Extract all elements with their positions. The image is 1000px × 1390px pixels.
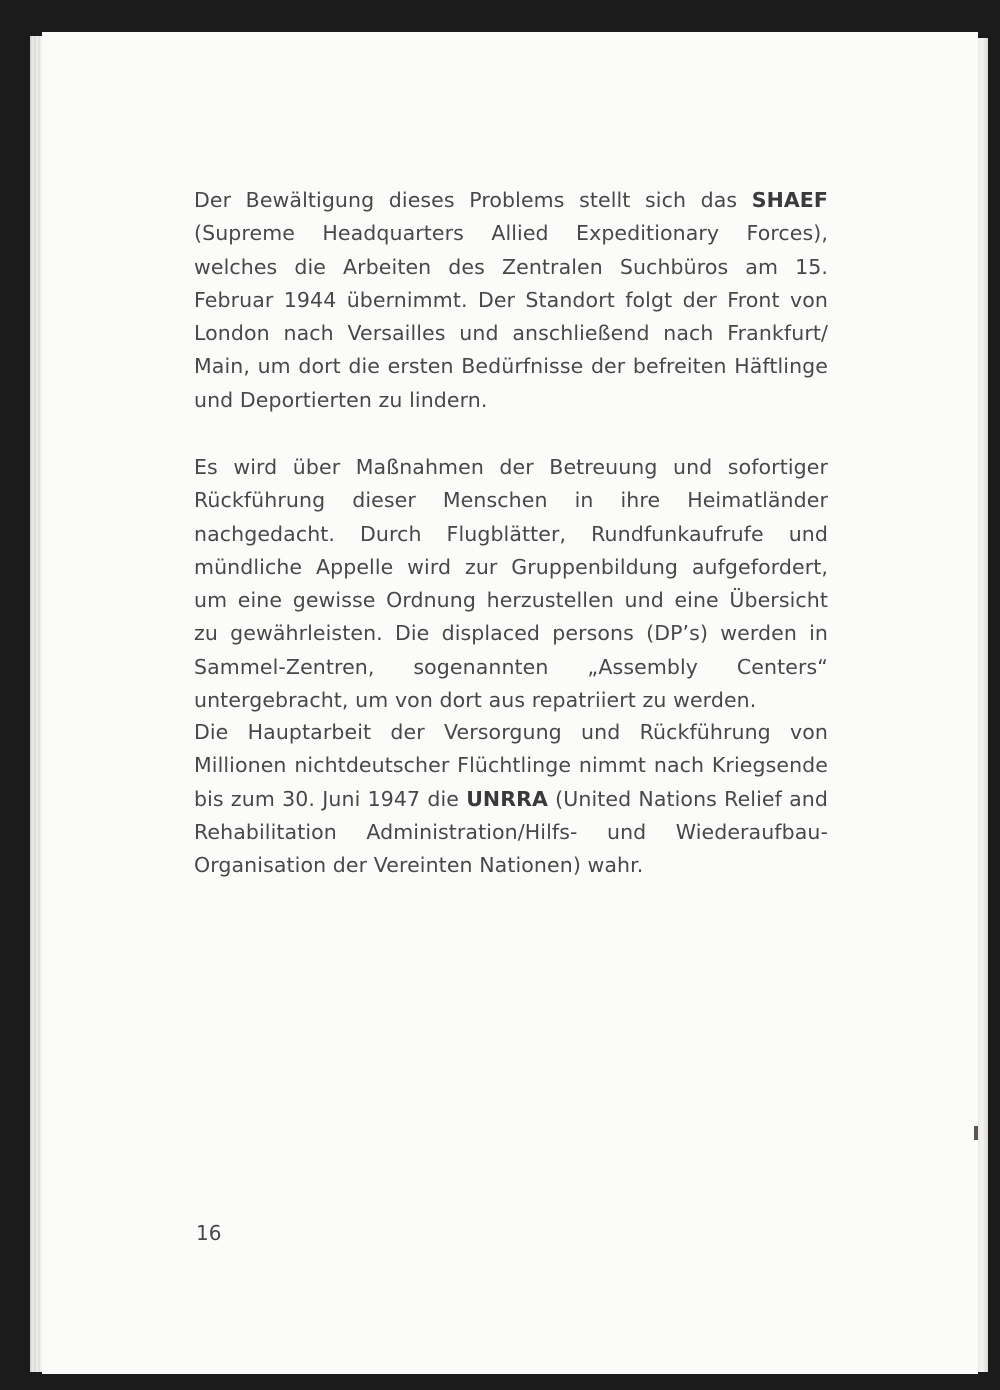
paragraph-3-body: (United Nations Relief and Rehabilitation Administration/Hilfs- und Wiederaufbau-Organisation der Vereinten Nationen) wahr. <box>194 786 828 878</box>
paragraph-1-body: (Supreme Headquarters Allied Expeditionary Forces), welches die Arbeiten des Zentralen Suchbüros am 15. Februar 1944 übernimmt. Der Standort folgt der Front von London nach Versailles und anschließend nach Frankfurt/ Main, um dort die ersten Bedürfnisse der befreiten Häftlinge und Deportierten zu lindern. <box>194 221 828 412</box>
facing-page-edge <box>978 38 988 1372</box>
paragraph-text <box>194 184 828 417</box>
paragraph-text <box>194 716 828 882</box>
paragraph-2-text: Es wird über Maßnahmen der Betreuung und sofortiger Rückführung dieser Menschen in ihre Heimatländer nachgedacht. Durch Flugblätter, Rundfunkaufrufe und mündliche Appelle wird zur Gruppenbildung aufgefordert, um eine gewisse Ordnung herzustellen und eine Übersicht zu gewährleisten. Die displaced persons (DP’s) werden in Sammel-Zentren, sogenannten „Assembly Centers“ untergebracht, um von dort aus repatriiert zu werden. <box>194 455 828 713</box>
paragraph-repatriation <box>194 451 828 717</box>
unrra-term: UNRRA <box>466 786 548 811</box>
paragraph-unrra <box>194 716 828 882</box>
shaef-term: SHAEF <box>751 188 828 212</box>
paragraph-shaef <box>194 184 828 417</box>
margin-mark <box>974 1126 978 1140</box>
paragraph-3-intro: Die Hauptarbeit der Versorgung und Rückführung von Millionen nichtdeutscher Flüchtlinge nimmt nach Kriegsende bis zum 30. Juni 1947 die <box>194 720 828 811</box>
paragraph-1-intro: Der Bewältigung dieses Problems stellt sich das <box>194 188 752 212</box>
page-number: 16 <box>196 1221 222 1245</box>
